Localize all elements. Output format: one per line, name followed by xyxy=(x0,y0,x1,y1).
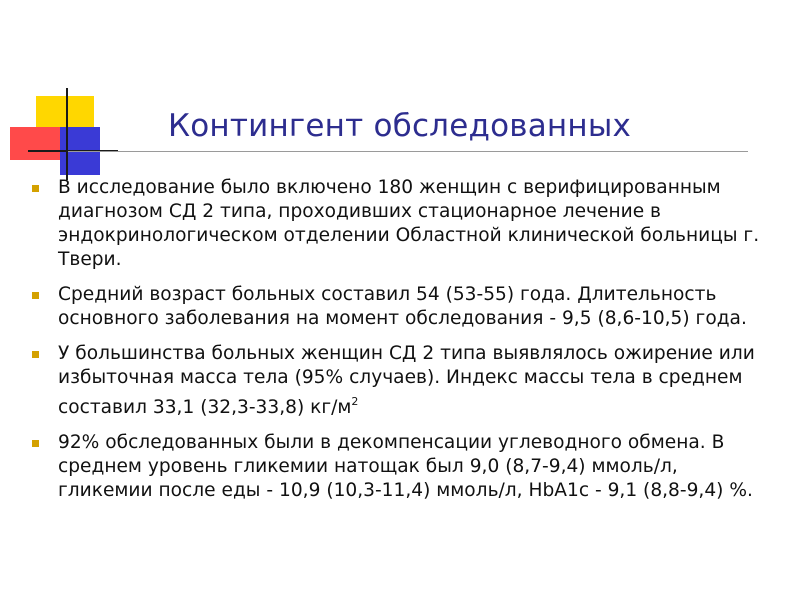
square-bullet-icon xyxy=(32,440,39,447)
title-divider xyxy=(68,151,748,152)
list-item xyxy=(28,342,778,420)
superscript: 2 xyxy=(351,395,359,408)
list-item xyxy=(28,431,778,503)
bullet-text: 92% обследованных были в декомпенсации углеводного обмена. В среднем уровень гликемии натощак был 9,0 (8,7-9,4) ммоль/л, гликемии после еды - 10,9 (10,3-11,4) ммоль/л, HbA1c - 9,1 (8,8-9,4) %. xyxy=(58,432,753,501)
square-bullet-icon xyxy=(32,351,39,358)
square-bullet-icon xyxy=(32,185,39,192)
square-bullet-icon xyxy=(32,292,39,299)
bullet-text: В исследование было включено 180 женщин с верифицированным диагнозом СД 2 типа, проходивших стационарное лечение в эндокринологическом отделении Областной клинической больницы г. Твери. xyxy=(58,177,760,270)
bullet-text: Средний возраст больных составил 54 (53-55) года. Длительность основного заболевания на момент обследования - 9,5 (8,6-10,5) года. xyxy=(58,284,747,329)
slide-title: Контингент обследованных xyxy=(168,108,632,144)
bullet-list xyxy=(28,176,778,514)
decorative-squares-logo xyxy=(0,0,120,180)
red-square xyxy=(10,127,60,160)
list-item xyxy=(28,283,778,331)
bullet-text: У большинства больных женщин СД 2 типа выявлялось ожирение или избыточная масса тела (95% случаев). Индекс массы тела в среднем составил 33,1 (32,3-33,8) кг/м xyxy=(58,343,755,418)
list-item xyxy=(28,176,778,272)
vertical-line xyxy=(66,88,68,180)
